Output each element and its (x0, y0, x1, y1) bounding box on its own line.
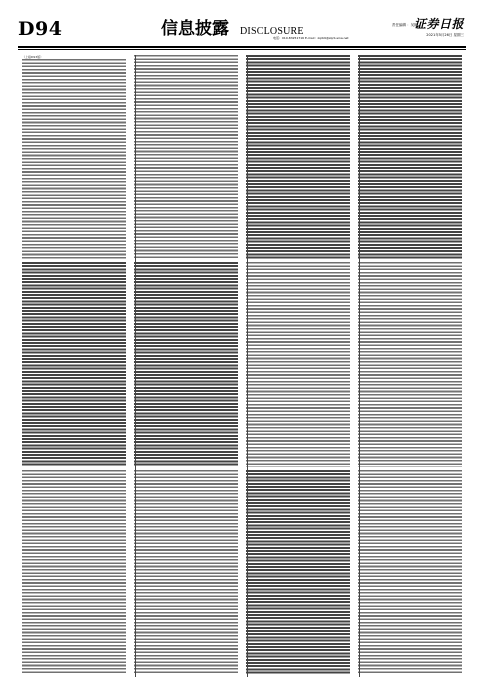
illegible-small-print (246, 55, 350, 259)
disclosure-block (246, 470, 350, 674)
disclosure-block (358, 470, 462, 674)
masthead-rule-thin (18, 49, 466, 50)
masthead (18, 18, 466, 44)
disclosure-block (134, 470, 238, 674)
illegible-small-print (358, 262, 462, 466)
disclosure-block (246, 262, 350, 466)
text-column-4 (358, 55, 462, 677)
issue-date: 2021年5月26日 星期三 (426, 33, 464, 37)
illegible-small-print (246, 470, 350, 674)
illegible-small-print (134, 55, 238, 259)
section-title: 信息披露 (161, 19, 229, 39)
disclosure-block (358, 55, 462, 259)
disclosure-body: （上接D93版） (22, 55, 44, 59)
text-column-1 (22, 55, 126, 677)
illegible-small-print (246, 262, 350, 466)
column-divider (247, 55, 248, 677)
illegible-small-print (358, 55, 462, 259)
illegible-small-print (134, 262, 238, 466)
column-divider (135, 55, 136, 677)
column-divider (359, 55, 360, 677)
illegible-small-print (358, 470, 462, 674)
disclosure-block (22, 470, 126, 674)
illegible-small-print (22, 59, 126, 259)
page-number: D94 (18, 18, 63, 40)
illegible-small-print (134, 470, 238, 674)
text-column-3 (246, 55, 350, 677)
newspaper-logo: 证券日报 (413, 17, 464, 31)
text-column-2 (134, 55, 238, 677)
masthead-rule-thick (18, 46, 466, 48)
disclosure-block (134, 262, 238, 466)
disclosure-block (22, 55, 126, 259)
illegible-small-print (22, 470, 126, 674)
disclosure-block (134, 55, 238, 259)
illegible-small-print (22, 262, 126, 466)
editor-credit: 责任编辑 ：吴艳 (392, 23, 418, 27)
contact-line: 电话：010-83251716 E-mail：zqrb9@zqrb.sina.net (273, 36, 349, 40)
disclosure-block (22, 262, 126, 466)
section-subtitle: DISCLOSURE (240, 26, 304, 37)
disclosure-columns (22, 55, 464, 677)
disclosure-block (246, 55, 350, 259)
disclosure-block (358, 262, 462, 466)
